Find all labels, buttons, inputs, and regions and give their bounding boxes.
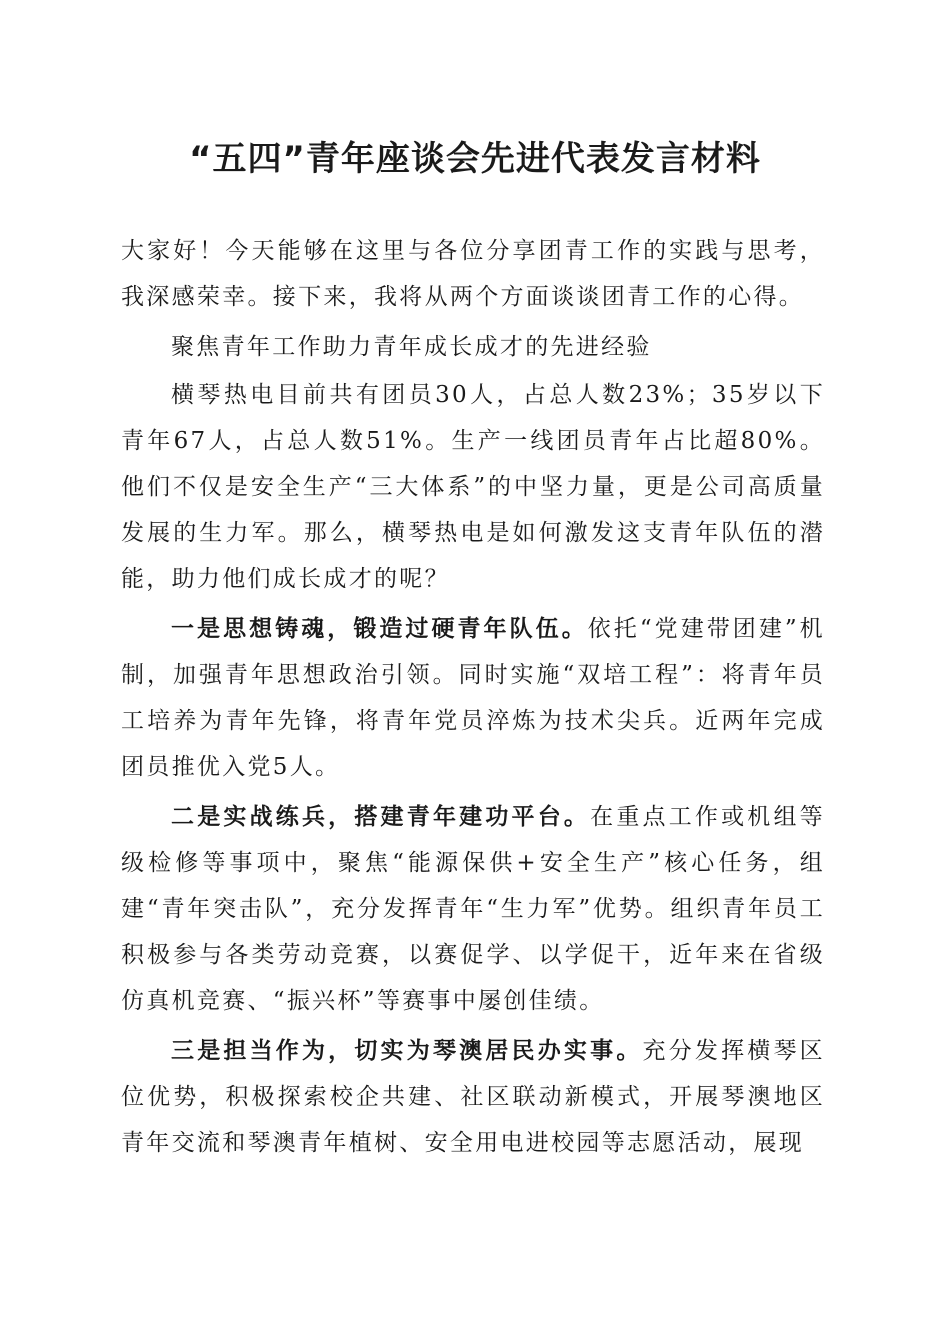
paragraph-text: 依托“党建带团建”机制，加强青年思想政治引领。同时实施“双培工程”：将青年员工培养为青年先锋，将青年党员淬炼为技术尖兵。近两年完成团员推优入党5人。 [121,616,825,780]
section-heading-text: 聚焦青年工作助力青年成长成才的先进经验 [171,334,652,360]
document-title: “五四”青年座谈会先进代表发言材料 [189,139,761,179]
paragraph-text: 大家好！今天能够在这里与各位分享团青工作的实践与思考，我深感荣幸。接下来，我将从两个方面谈谈团青工作的心得。 [121,238,825,310]
point-one-lead: 一是思想铸魂，锻造过硬青年队伍。 [171,615,588,642]
paragraph-text: 充分发挥横琴区位优势，积极探索校企共建、社区联动新模式，开展琴澳地区青年交流和琴澳青年植树、安全用电进校园等志愿活动，展现 [121,1038,825,1156]
paragraph-text: 横琴热电目前共有团员30人，占总人数23%；35岁以下青年67人，占总人数51%。生产一线团员青年占比超80%。他们不仅是安全生产“三大体系”的中坚力量，更是公司高质量发展的生力军。那么，横琴热电是如何激发这支青年队伍的潜能，助力他们成长成才的呢？ [121,382,825,592]
point-two-lead: 二是实战练兵，搭建青年建功平台。 [171,803,591,830]
point-three-lead: 三是担当作为，切实为琴澳居民办实事。 [171,1037,643,1064]
paragraph-text: 在重点工作或机组等级检修等事项中，聚焦“能源保供+安全生产”核心任务，组建“青年突击队”，充分发挥青年“生力军”优势。组织青年员工积极参与各类劳动竞赛，以赛促学、以学促干，近年来在省级仿真机竞赛、“振兴杯”等赛事中屡创佳绩。 [121,804,825,1014]
statistics-paragraph [121,372,825,602]
document-body [121,228,825,1170]
opening-paragraph [121,228,825,320]
point-three-paragraph [121,1028,825,1166]
point-two-paragraph [121,794,825,1024]
section-heading [121,324,825,370]
point-one-paragraph [121,606,825,790]
